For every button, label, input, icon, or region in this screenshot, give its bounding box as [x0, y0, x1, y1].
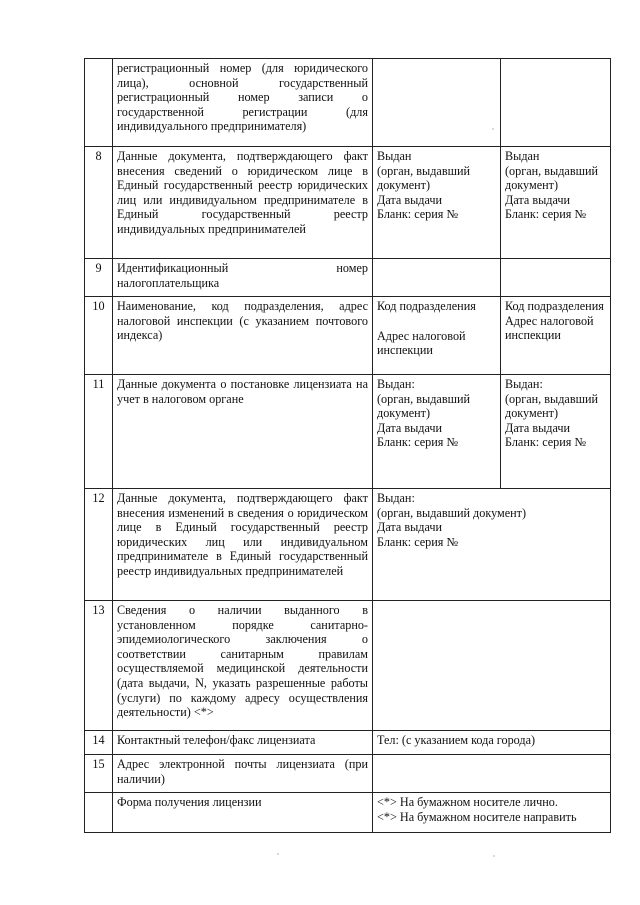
issued-by-label: Выдан: — [377, 377, 415, 391]
email-value-cell — [373, 755, 611, 793]
table-row — [85, 755, 611, 793]
table-row — [85, 489, 611, 601]
row-number — [85, 793, 113, 833]
row-number: 14 — [85, 731, 113, 755]
license-application-table — [84, 58, 611, 833]
issued-by-label: Выдан — [505, 149, 540, 163]
issuing-authority-hint: (орган, выдавший документ) — [377, 163, 471, 193]
issuing-authority-hint: (орган, выдавший документ) — [505, 391, 599, 421]
row-number: 10 — [85, 297, 113, 375]
form-series-label: Бланк: серия № — [505, 435, 587, 450]
tax-office-address-label: Адрес налоговой инспекции — [505, 313, 594, 343]
scan-speck — [492, 128, 494, 130]
issue-date-label: Дата выдачи — [377, 192, 443, 207]
issuing-authority-hint: (орган, выдавший документ) — [377, 505, 527, 520]
row-description: Адрес электронной почты лицензиата (при наличии) — [113, 755, 373, 793]
row-value-cell-2 — [501, 147, 611, 259]
row-value-cell-1 — [373, 147, 501, 259]
scan-speck — [277, 853, 279, 855]
issue-date-label: Дата выдачи — [377, 420, 443, 435]
row-value-cell-2 — [501, 259, 611, 297]
table-row — [85, 147, 611, 259]
row-number: 13 — [85, 601, 113, 731]
row-description: Наименование, код подразделения, адрес налоговой инспекции (с указанием почтового индекса) — [113, 297, 373, 375]
issued-by-label: Выдан: — [505, 377, 543, 391]
row-description: Данные документа, подтверждающего факт внесения сведений о юридическом лице в Единый государственный реестр юридических лиц или индивидуальном предпринимателе в Единый государственный реестр индивидуальных предпринимателей — [113, 147, 373, 259]
tax-office-address-label: Адрес налоговой инспекции — [377, 328, 466, 358]
delivery-option-send: <*> На бумажном носителе направить — [377, 809, 577, 824]
row-number: 12 — [85, 489, 113, 601]
row-value-merged — [373, 489, 611, 601]
issuing-authority-hint: (орган, выдавший документ) — [505, 163, 599, 193]
form-series-label: Бланк: серия № — [377, 534, 459, 549]
table-row — [85, 59, 611, 147]
form-series-label: Бланк: серия № — [505, 207, 587, 222]
row-value-cell-1 — [373, 259, 501, 297]
scan-speck — [493, 855, 495, 857]
table-row — [85, 793, 611, 833]
issue-date-label: Дата выдачи — [505, 420, 571, 435]
phone-value-cell: Тел: (с указанием кода города) — [373, 731, 611, 755]
table-row — [85, 601, 611, 731]
row-value-cell-1 — [373, 297, 501, 375]
row-description: Идентификационный номер налогоплательщика — [113, 259, 373, 297]
license-delivery-options — [373, 793, 611, 833]
row-description: Сведения о наличии выданного в установленном порядке санитарно-эпидемиологического заключения о соответствии санитарным правилам осуществляемой медицинской деятельности (дата выдачи, N, указать разрешенные работы (услуги) по каждому адресу осуществления деятельности) <*> — [113, 601, 373, 731]
row-number: 15 — [85, 755, 113, 793]
row-description: Данные документа о постановке лицензиата на учет в налоговом органе — [113, 375, 373, 489]
row-description: Данные документа, подтверждающего факт внесения изменений в сведения о юридическом лице в Единый государственный реестр юридических лиц или индивидуальном предпринимателе в Единый государственный реестр индивидуальных предпринимателей — [113, 489, 373, 601]
table-row — [85, 375, 611, 489]
table-row — [85, 259, 611, 297]
row-value-merged — [373, 601, 611, 731]
delivery-option-in-person: <*> На бумажном носителе лично. — [377, 795, 558, 809]
row-description: Форма получения лицензии — [113, 793, 373, 833]
table-row — [85, 731, 611, 755]
form-series-label: Бланк: серия № — [377, 207, 459, 222]
row-number: 8 — [85, 147, 113, 259]
row-value-cell-2 — [501, 59, 611, 147]
issuing-authority-hint: (орган, выдавший документ) — [377, 391, 471, 421]
department-code-label: Код подразделения — [377, 299, 476, 313]
row-description: регистрационный номер (для юридического лица), основной государственный регистрационный номер записи о государственной регистрации (для индивидуального предпринимателя) — [113, 59, 373, 147]
form-series-label: Бланк: серия № — [377, 435, 459, 450]
issued-by-label: Выдан: — [377, 491, 415, 505]
department-code-label: Код подразделения — [505, 299, 604, 313]
row-number: 9 — [85, 259, 113, 297]
row-value-cell-1 — [373, 59, 501, 147]
row-value-cell-1 — [373, 375, 501, 489]
row-number — [85, 59, 113, 147]
row-value-cell-2 — [501, 297, 611, 375]
row-number: 11 — [85, 375, 113, 489]
spacer — [377, 314, 496, 329]
issue-date-label: Дата выдачи — [505, 192, 571, 207]
row-description: Контактный телефон/факс лицензиата — [113, 731, 373, 755]
issued-by-label: Выдан — [377, 149, 412, 163]
row-value-cell-2 — [501, 375, 611, 489]
issue-date-label: Дата выдачи — [377, 520, 443, 535]
table-row — [85, 297, 611, 375]
